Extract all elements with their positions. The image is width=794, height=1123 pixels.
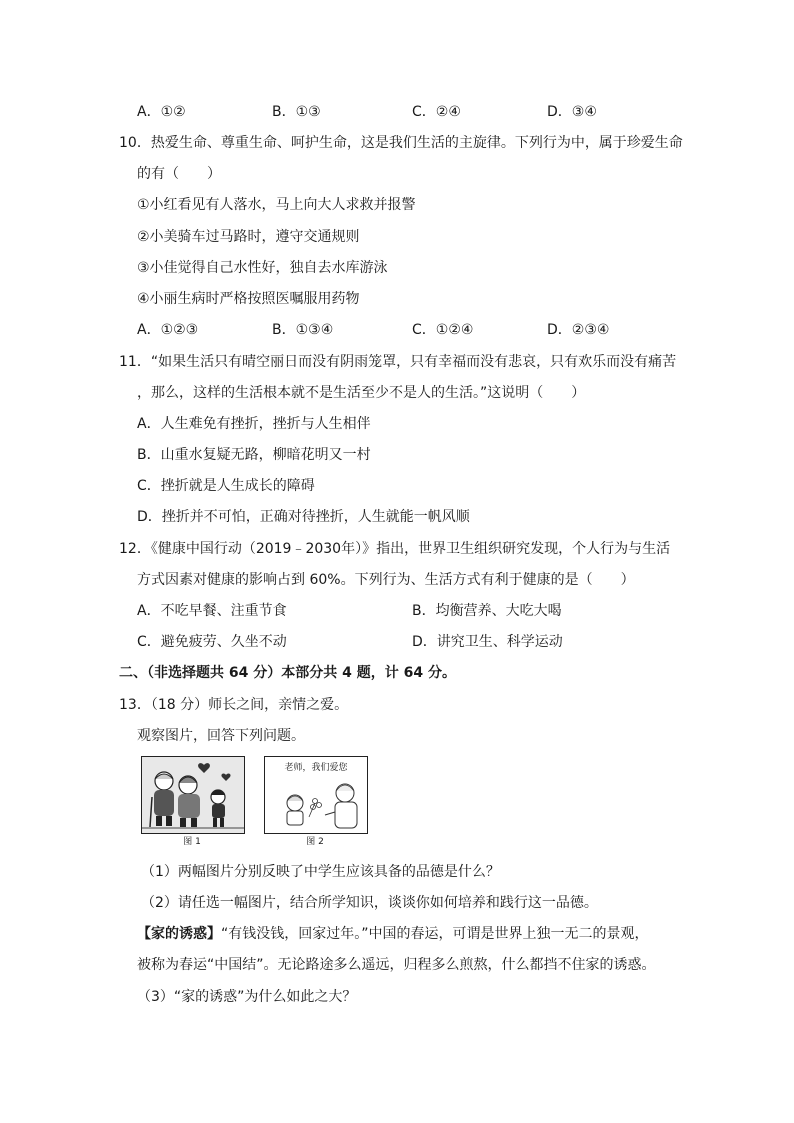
figure-1-image [141, 756, 245, 834]
q9-option-c: C．②④ [412, 104, 461, 120]
figure-2-image [264, 756, 368, 834]
q12-stem-line2: 方式因素对健康的影响占到 60%。下列行为、生活方式有利于健康的是（ ） [137, 572, 635, 588]
section-2-title: 二、（非选择题共 64 分）本部分共 4 题，计 64 分。 [119, 665, 456, 681]
q9-option-b: B．①③ [272, 104, 321, 120]
q12-option-a: A．不吃早餐、注重节食 [137, 603, 287, 619]
family-illustration [142, 757, 244, 833]
q11-stem-line2: ，那么，这样的生活根本就不是生活至少不是人的生活。”这说明（ ） [137, 385, 586, 401]
q10-stem-line2: 的有（ ） [137, 166, 221, 182]
q10-item-3: ③小佳觉得自己水性好，独自去水库游泳 [137, 260, 388, 276]
q9-option-a: A．①② [137, 104, 186, 120]
q10-item-1: ①小红看见有人落水，马上向大人求救并报警 [137, 197, 416, 213]
q11-option-a: A．人生难免有挫折，挫折与人生相伴 [137, 416, 371, 432]
q13-material-line2: 被称为春运“中国结”。无论路途多么遥远，归程多么煎熬，什么都挡不住家的诱惑。 [137, 957, 656, 973]
q11-option-d: D．挫折并不可怕，正确对待挫折，人生就能一帆风顺 [137, 509, 470, 525]
q11-option-b: B．山重水复疑无路，柳暗花明又一村 [137, 447, 371, 463]
figure-2-text: 老师，我们爱您 [284, 763, 348, 773]
q10-option-b: B．①③④ [272, 322, 334, 338]
q10-option-c: C．①②④ [412, 322, 474, 338]
q13-material-line1 [137, 924, 649, 944]
q10-option-a: A．①②③ [137, 322, 199, 338]
q11-stem-line1: 11．“如果生活只有晴空丽日而没有阴雨笼罩，只有幸福而没有悲哀，只有欢乐而没有痛苦 [119, 354, 677, 370]
q13-sub-1: （1）两幅图片分别反映了中学生应该具备的品德是什么？ [141, 864, 500, 880]
q10-item-2: ②小美骑车过马路时，遵守交通规则 [137, 229, 360, 245]
material-tag: 【家的诱惑】 [137, 926, 221, 942]
q13-sub-3: （3）“家的诱惑”为什么如此之大？ [137, 989, 357, 1005]
q10-stem-line1: 10．热爱生命、尊重生命、呵护生命，这是我们生活的主旋律。下列行为中，属于珍爱生命 [119, 135, 683, 151]
q10-option-d: D．②③④ [547, 322, 610, 338]
q12-option-d: D．讲究卫生、科学运动 [412, 634, 563, 650]
q12-option-b: B．均衡营养、大吃大喝 [412, 603, 562, 619]
figure-2-caption: 图 2 [306, 837, 324, 847]
q9-option-d: D．③④ [547, 104, 597, 120]
q13-stem: 13．（18 分）师长之间，亲情之爱。 [119, 697, 349, 713]
q13-sub-2: （2）请任选一幅图片，结合所学知识，谈谈你如何培养和践行这一品德。 [141, 895, 598, 911]
q11-option-c: C．挫折就是人生成长的障碍 [137, 478, 315, 494]
q13-instruction: 观察图片，回答下列问题。 [137, 728, 305, 744]
figure-1-caption: 图 1 [183, 837, 201, 847]
material-text-1: “有钱没钱，回家过年。”中国的春运，可谓是世界上独一无二的景观， [221, 926, 649, 942]
q10-item-4: ④小丽生病时严格按照医嘱服用药物 [137, 291, 360, 307]
q12-option-c: C．避免疲劳、久坐不动 [137, 634, 287, 650]
q12-stem-line1: 12．《健康中国行动（2019﹣2030年）》指出，世界卫生组织研究发现，个人行为与生活 [119, 541, 671, 557]
